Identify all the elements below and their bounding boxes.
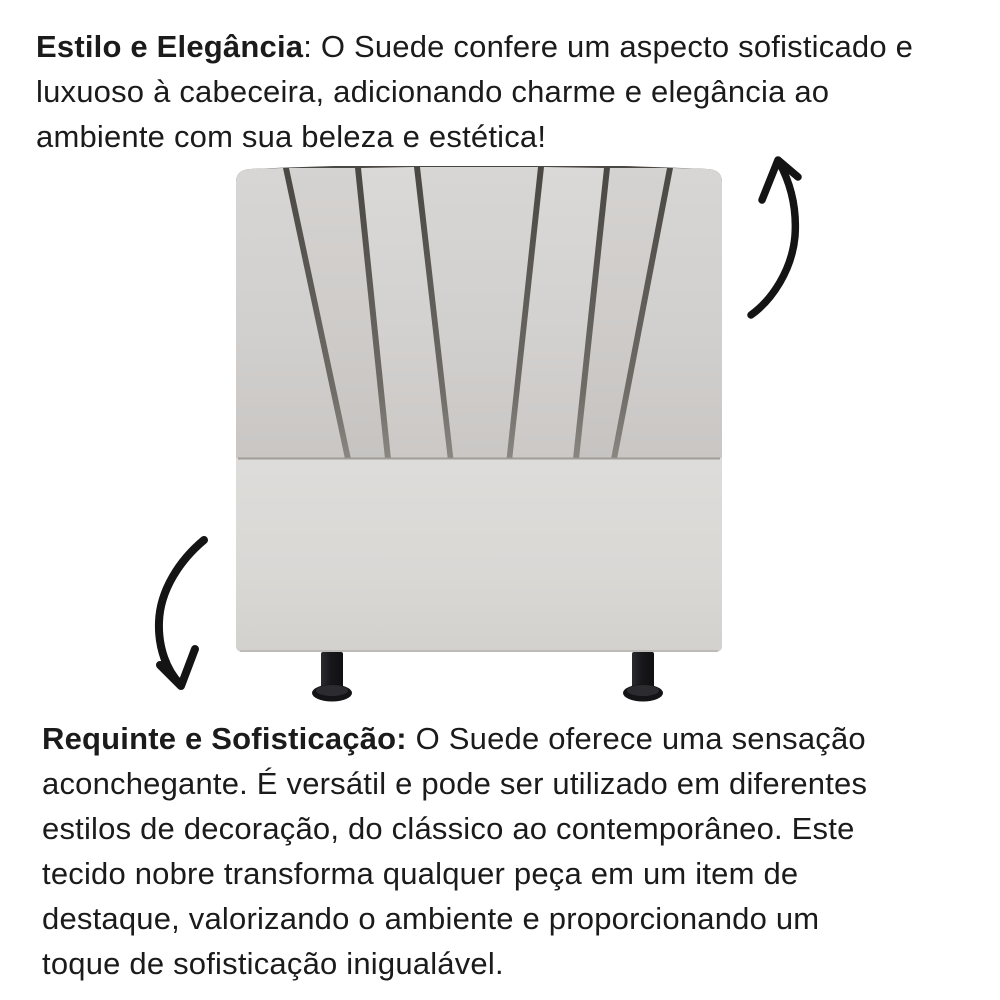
text-line: destaque, valorizando o ambiente e proporcionando um [42, 901, 820, 936]
intro-paragraph [36, 24, 986, 159]
text-line [36, 24, 986, 69]
headboard-leg-right [623, 652, 663, 702]
intro-line-1: O Suede confere um aspecto sofisticado e [320, 29, 914, 64]
detail-line-1: O Suede oferece uma sensação [415, 721, 866, 756]
text-line: luxuoso à cabeceira, adicionando charme e elegância ao [36, 74, 830, 109]
intro-separator: : [303, 29, 321, 64]
text-line: tecido nobre transforma qualquer peça em um item de [42, 856, 799, 891]
headboard-leg-left [312, 652, 352, 702]
headboard-image [236, 166, 722, 706]
intro-heading: Estilo e Elegância [36, 29, 304, 64]
text-line [42, 716, 987, 761]
text-line: ambiente com sua beleza e estética! [36, 119, 547, 154]
detail-separator [407, 721, 416, 756]
curved-arrow-up-icon [742, 152, 812, 322]
detail-heading: Requinte e Sofisticação: [42, 721, 407, 756]
headboard-lower-panel [236, 458, 722, 652]
text-line: estilos de decoração, do clássico ao contemporâneo. Este [42, 811, 855, 846]
detail-paragraph [42, 716, 987, 986]
text-line: toque de sofisticação inigualável. [42, 946, 504, 981]
text-line: aconchegante. É versátil e pode ser utilizado em diferentes [42, 766, 868, 801]
curved-arrow-down-icon [146, 532, 218, 696]
